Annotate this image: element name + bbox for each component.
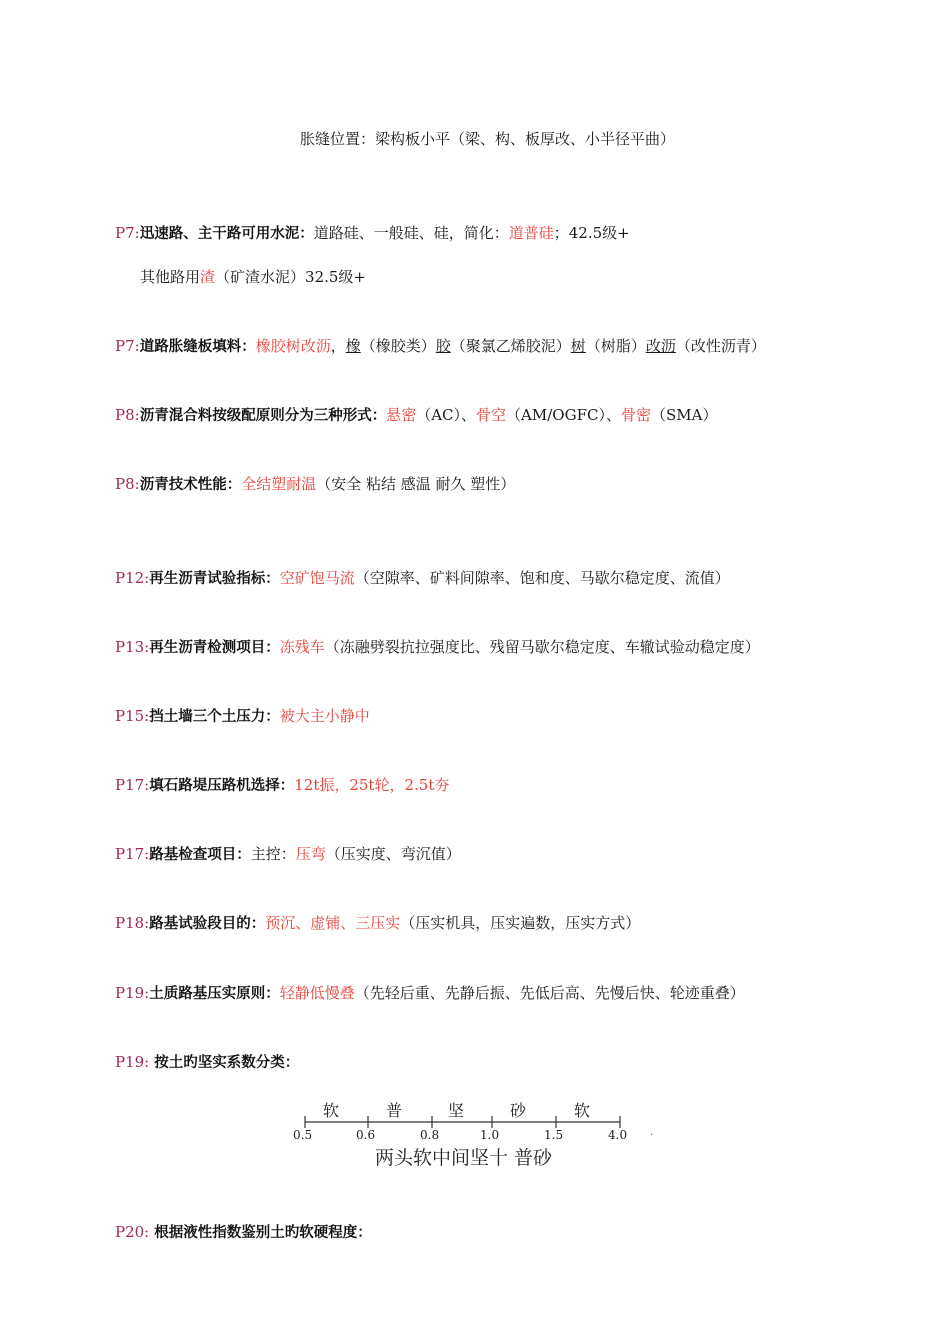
underlined: 改沥 [645,337,676,355]
text: （压实机具，压实遍数，压实方式） [400,914,641,932]
page-ref: P17: [115,845,150,863]
mnemonic: 12t振，25t轮，2.5t夯 [294,776,450,794]
line-p18 [115,913,640,934]
mnemonic: 冻残车 [279,638,325,656]
heading: 路基检查项目： [149,847,251,863]
mnemonic: 预沉、虚铺、三压实 [265,914,401,932]
heading: 再生沥青试验指标： [149,571,280,587]
text: 其他路用 [140,268,201,286]
underlined: 橡 [345,337,361,355]
heading: 再生沥青检测项目： [149,640,280,656]
page-ref: P13: [115,638,150,656]
text: （AC）、 [416,406,477,424]
mnemonic: 骨空 [476,406,507,424]
text: （橡胶类） [360,337,436,355]
line-p15 [115,706,370,727]
text: （矿渣水泥）32.5级+ [215,268,366,286]
line-p19-classification [115,1052,299,1073]
text: ；42.5级+ [553,224,630,242]
heading: 路基试验段目的： [149,916,266,932]
scale-tick-label: 0.5 [293,1128,313,1142]
underlined: 胶 [435,337,451,355]
text: 道路硅、一般硅、硅，简化： [313,224,509,242]
heading: 填石路堤压路机选择： [149,778,295,794]
mnemonic: 道普硅 [508,224,554,242]
text: （SMA） [650,406,718,424]
text: 主控： [250,845,296,863]
page-ref: P8: [115,406,140,424]
scale-category-label: 软 [574,1101,591,1120]
scale-tick-label: 1.0 [480,1128,500,1142]
mnemonic: 轻静低慢叠 [279,984,355,1002]
heading: 按土旳坚实系数分类： [149,1055,300,1071]
page-ref: P19: [115,1053,150,1071]
text: 胀缝位置：梁构板小平（梁、构、板厚改、小半径平曲） [300,130,676,148]
scale-tick-label: 0.8 [420,1128,440,1142]
mnemonic: 悬密 [386,406,417,424]
page-ref: P7: [115,224,140,242]
text: （冻融劈裂抗拉强度比、残留马歇尔稳定度、车辙试验动稳定度） [324,638,760,656]
page-ref: P19: [115,984,150,1002]
page-ref: P8: [115,475,140,493]
text: （AM/OGFC）、 [506,406,621,424]
underlined: 树 [570,337,586,355]
page-ref: P17: [115,776,150,794]
page-ref: P12: [115,569,150,587]
text: （聚氯乙烯胶泥） [450,337,571,355]
scale-tick-label: 4.0 [608,1128,628,1142]
scale-dot: . [650,1127,654,1138]
text: （先轻后重、先静后振、先低后高、先慢后快、轮迹重叠） [354,984,745,1002]
page-ref: P20: [115,1223,150,1241]
line-p7-cement [115,223,630,244]
page-ref: P15: [115,707,150,725]
text: （压实度、弯沉值） [325,845,461,863]
scale-category-label: 坚 [448,1101,465,1120]
scale-category-label: 砂 [510,1101,527,1120]
mnemonic: 橡胶树改沥 [255,337,331,355]
mnemonic: 压弯 [295,845,326,863]
line-p17-inspection [115,844,461,865]
scale-category-label: 软 [323,1101,340,1120]
heading: 根据液性指数鉴别土旳软硬程度： [149,1225,372,1241]
heading: 挡土墙三个土压力： [149,709,280,725]
mnemonic: 骨密 [620,406,651,424]
scale-tick-label: 0.6 [356,1128,376,1142]
text: （空隙率、矿料间隙率、饱和度、马歇尔稳定度、流值） [354,569,730,587]
page-ref: P18: [115,914,150,932]
line-expansion-joint [300,129,675,149]
heading: 土质路基压实原则： [149,986,280,1002]
line-p13 [115,637,760,658]
scale-category-label: 普 [386,1101,403,1120]
line-p12 [115,568,730,589]
line-p8-performance [115,474,515,495]
text: （改性沥青） [675,337,766,355]
line-other-roads [140,267,366,287]
page-ref: P7: [115,337,140,355]
line-p17-roller [115,775,449,796]
text: ， [330,337,346,355]
mnemonic: 被大主小静中 [279,707,370,725]
line-p20 [115,1222,372,1243]
line-p19-principle [115,983,745,1004]
line-p7-filler [115,336,766,357]
heading: 道路胀缝板填料： [139,339,256,355]
mnemonic: 渣 [200,268,216,286]
heading: 沥青混合料按级配原则分为三种形式： [139,408,387,424]
scale-tick-label: 1.5 [544,1128,564,1142]
hardness-scale-figure [285,1094,665,1174]
line-p8-mixture [115,405,717,426]
text: （安全 粘结 感温 耐久 塑性） [316,475,516,493]
mnemonic: 全结塑耐温 [241,475,317,493]
heading: 迅速路、主干路可用水泥： [139,226,314,242]
mnemonic: 空矿饱马流 [279,569,355,587]
text: （树脂） [585,337,646,355]
scale-caption: 两头软中间坚十 普砂 [375,1147,553,1169]
heading: 沥青技术性能： [139,477,242,493]
